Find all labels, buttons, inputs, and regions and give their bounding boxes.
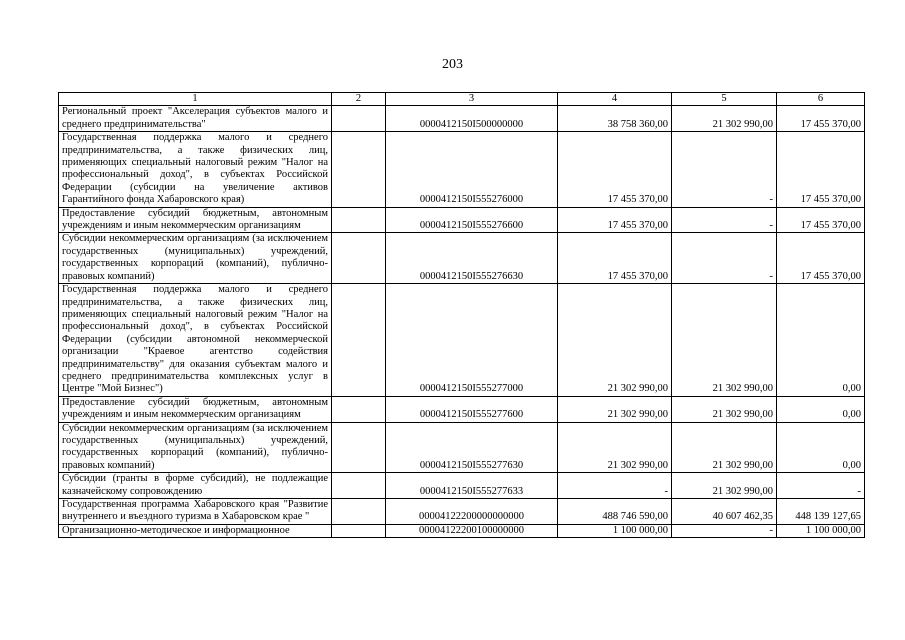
row-amount-6: 17 455 370,00 [777, 132, 865, 207]
row-name: Региональный проект "Акселерация субъектов малого и среднего предпринимательства" [59, 106, 332, 132]
page-number: 203 [442, 57, 463, 72]
row-section [332, 422, 386, 473]
row-amount-5: 21 302 990,00 [672, 473, 777, 499]
budget-table [58, 92, 865, 538]
table-row [59, 422, 865, 473]
row-section [332, 284, 386, 397]
row-name: Государственная программа Хабаровского края "Развитие внутреннего и въездного туризма в Хабаровском крае " [59, 499, 332, 525]
row-amount-6: - [777, 473, 865, 499]
column-header: 1 [59, 93, 332, 106]
table-row [59, 207, 865, 233]
row-amount-6: 448 139 127,65 [777, 499, 865, 525]
column-header: 6 [777, 93, 865, 106]
row-amount-5: 21 302 990,00 [672, 284, 777, 397]
row-amount-4: 17 455 370,00 [558, 132, 672, 207]
row-code: 0000412150I555276000 [386, 132, 558, 207]
row-section [332, 132, 386, 207]
row-name: Предоставление субсидий бюджетным, автономным учреждениям и иным некоммерческим организациям [59, 207, 332, 233]
row-code: 0000412150I555276630 [386, 233, 558, 284]
row-section [332, 499, 386, 525]
row-section [332, 233, 386, 284]
row-amount-4: 21 302 990,00 [558, 396, 672, 422]
row-amount-6: 0,00 [777, 422, 865, 473]
row-amount-6: 0,00 [777, 284, 865, 397]
row-code: 0000412150I555277633 [386, 473, 558, 499]
table-row [59, 132, 865, 207]
row-name: Субсидии некоммерческим организациям (за исключением государственных (муниципальных) учреждений, государственных корпораций (компаний), публично-правовых компаний) [59, 422, 332, 473]
row-amount-5: - [672, 207, 777, 233]
table-row [59, 106, 865, 132]
row-amount-4: - [558, 473, 672, 499]
row-section [332, 207, 386, 233]
column-header: 2 [332, 93, 386, 106]
row-name: Субсидии (гранты в форме субсидий), не подлежащие казначейскому сопровождению [59, 473, 332, 499]
column-header: 5 [672, 93, 777, 106]
row-amount-4: 17 455 370,00 [558, 207, 672, 233]
row-amount-5: - [672, 233, 777, 284]
row-code: 0000412150I555277630 [386, 422, 558, 473]
row-code: 00004122200000000000 [386, 499, 558, 525]
row-amount-5: 21 302 990,00 [672, 422, 777, 473]
row-section [332, 473, 386, 499]
table-row [59, 233, 865, 284]
row-amount-5: 21 302 990,00 [672, 106, 777, 132]
row-amount-6: 17 455 370,00 [777, 233, 865, 284]
table-row [59, 499, 865, 525]
row-amount-4: 21 302 990,00 [558, 422, 672, 473]
row-code: 0000412150I555276600 [386, 207, 558, 233]
column-header: 4 [558, 93, 672, 106]
row-code: 0000412150I500000000 [386, 106, 558, 132]
row-section [332, 396, 386, 422]
table-row [59, 524, 865, 537]
row-amount-5: 40 607 462,35 [672, 499, 777, 525]
row-amount-4: 17 455 370,00 [558, 233, 672, 284]
row-name: Организационно-методическое и информационное [59, 524, 332, 537]
row-amount-5: - [672, 524, 777, 537]
row-amount-5: - [672, 132, 777, 207]
row-code: 0000412150I555277600 [386, 396, 558, 422]
table-row [59, 284, 865, 397]
row-name: Субсидии некоммерческим организациям (за исключением государственных (муниципальных) учреждений, государственных корпораций (компаний), публично-правовых компаний) [59, 233, 332, 284]
table-row [59, 473, 865, 499]
row-name: Предоставление субсидий бюджетным, автономным учреждениям и иным некоммерческим организациям [59, 396, 332, 422]
row-amount-5: 21 302 990,00 [672, 396, 777, 422]
row-section [332, 524, 386, 537]
row-amount-6: 17 455 370,00 [777, 106, 865, 132]
row-amount-6: 17 455 370,00 [777, 207, 865, 233]
row-amount-4: 38 758 360,00 [558, 106, 672, 132]
row-amount-4: 21 302 990,00 [558, 284, 672, 397]
row-name: Государственная поддержка малого и среднего предпринимательства, а также физических лиц, применяющих специальный налоговый режим "Налог на профессиональный доход", в субъектах Российской Федерации (субсидии на увеличение активов Гарантийного фонда Хабаровского края) [59, 132, 332, 207]
column-header: 3 [386, 93, 558, 106]
row-amount-6: 0,00 [777, 396, 865, 422]
row-section [332, 106, 386, 132]
row-name: Государственная поддержка малого и среднего предпринимательства, а также физических лиц, применяющих специальный налоговый режим "Налог на профессиональный доход", в субъектах Российской Федерации (субсидии автономной некоммерческой организации "Краевое агентство содействия предпринимательству" для оказания субъектам малого и среднего предпринимательства комплексных услуг в Центре "Мой Бизнес") [59, 284, 332, 397]
table-header-row [59, 93, 865, 106]
row-code: 00004122200100000000 [386, 524, 558, 537]
table-row [59, 396, 865, 422]
row-amount-4: 488 746 590,00 [558, 499, 672, 525]
row-amount-4: 1 100 000,00 [558, 524, 672, 537]
row-code: 0000412150I555277000 [386, 284, 558, 397]
row-amount-6: 1 100 000,00 [777, 524, 865, 537]
